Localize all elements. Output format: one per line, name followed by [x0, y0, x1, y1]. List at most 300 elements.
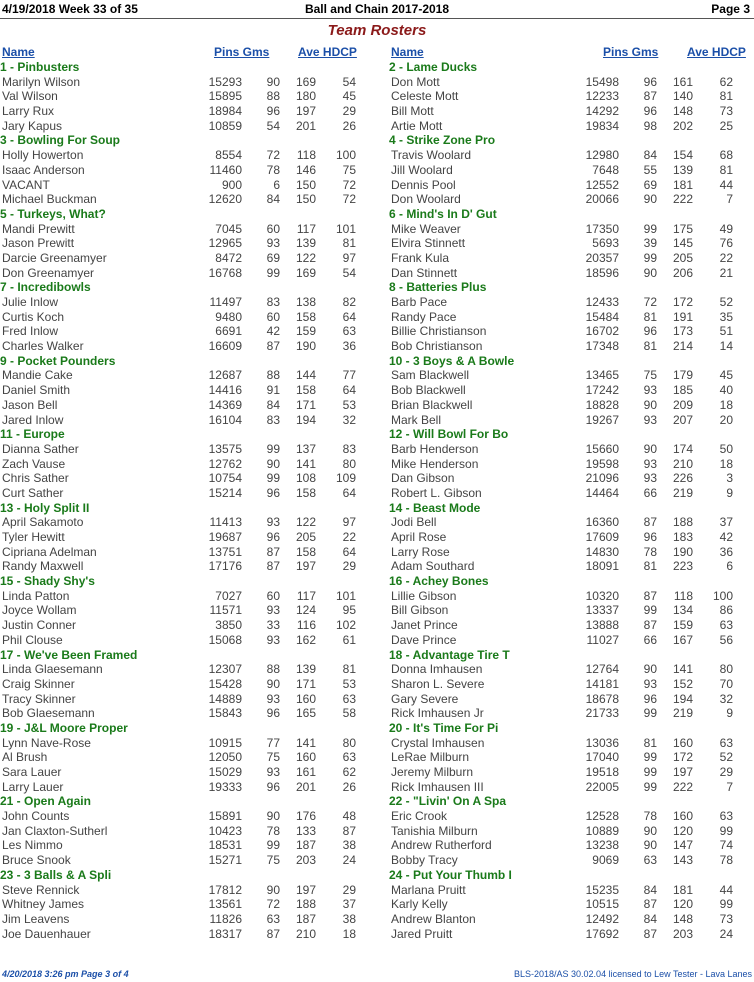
- team-block: [389, 648, 753, 721]
- player-handicap: 38: [342, 838, 356, 853]
- player-pins: 12764: [585, 662, 619, 677]
- player-name: Crystal Imhausen: [391, 735, 485, 750]
- player-average: 187: [295, 911, 316, 926]
- player-handicap: 52: [719, 295, 733, 309]
- player-games: 87: [643, 897, 657, 912]
- player-average: 205: [672, 250, 693, 265]
- player-handicap: 37: [342, 897, 356, 912]
- player-pins: 7648: [592, 162, 619, 177]
- player-games: 93: [266, 765, 280, 779]
- player-games: 91: [266, 383, 280, 398]
- player-pins: 20357: [585, 250, 619, 265]
- player-handicap: 62: [719, 74, 733, 89]
- player-average: 219: [672, 485, 693, 500]
- player-handicap: 38: [342, 911, 356, 926]
- player-handicap: 75: [342, 162, 356, 177]
- player-row: [0, 824, 376, 839]
- player-average: 161: [295, 765, 316, 779]
- player-games: 90: [643, 397, 657, 412]
- player-name: Barb Henderson: [391, 441, 479, 456]
- player-games: 87: [643, 89, 657, 104]
- header-rule: [0, 18, 754, 19]
- player-pins: 10859: [208, 118, 242, 133]
- player-average: 120: [672, 823, 693, 838]
- player-games: 90: [643, 441, 657, 456]
- player-average: 141: [295, 735, 316, 750]
- player-average: 183: [672, 530, 693, 544]
- team-name: 16 - Achey Bones: [389, 574, 489, 589]
- player-average: 120: [672, 897, 693, 912]
- player-name: Mandi Prewitt: [2, 221, 75, 236]
- player-average: 210: [295, 926, 316, 941]
- team-name: 5 - Turkeys, What?: [0, 206, 106, 221]
- player-row: [389, 324, 753, 339]
- team-name: 23 - 3 Balls & A Spli: [0, 867, 112, 882]
- player-name: Travis Woolard: [391, 148, 472, 163]
- player-games: 90: [643, 662, 657, 677]
- player-average: 143: [672, 853, 693, 868]
- player-handicap: 24: [719, 926, 733, 941]
- player-row: [0, 368, 376, 383]
- player-average: 201: [295, 779, 316, 794]
- player-pins: 17176: [208, 559, 242, 574]
- player-name: Jared Inlow: [2, 412, 64, 427]
- player-games: 99: [266, 838, 280, 853]
- player-average: 172: [672, 750, 693, 765]
- team-block: [389, 60, 753, 133]
- col-name-header: Name: [2, 45, 35, 59]
- player-pins: 19834: [585, 118, 619, 133]
- player-pins: 10320: [585, 588, 619, 603]
- player-average: 205: [295, 530, 316, 544]
- team-block: [389, 133, 753, 206]
- player-row: [389, 398, 753, 413]
- player-average: 175: [672, 221, 693, 236]
- player-row: [389, 383, 753, 398]
- player-average: 124: [295, 603, 316, 618]
- player-row: [0, 883, 376, 898]
- player-pins: 7027: [215, 588, 242, 603]
- player-name: Larry Lauer: [2, 779, 64, 794]
- player-average: 206: [672, 265, 693, 280]
- player-handicap: 22: [342, 530, 356, 544]
- player-average: 185: [672, 383, 693, 398]
- player-handicap: 48: [342, 809, 356, 824]
- player-name: Eric Crook: [391, 809, 448, 824]
- player-handicap: 49: [719, 221, 733, 236]
- player-pins: 6691: [215, 324, 242, 339]
- player-handicap: 50: [719, 441, 733, 456]
- player-average: 145: [672, 236, 693, 251]
- player-name: Karly Kelly: [391, 897, 448, 912]
- player-handicap: 54: [342, 265, 356, 280]
- player-average: 158: [295, 544, 316, 559]
- player-pins: 15029: [208, 765, 242, 779]
- player-row: [0, 853, 376, 868]
- player-games: 96: [266, 485, 280, 500]
- player-row: [0, 692, 376, 707]
- player-average: 122: [295, 250, 316, 265]
- player-row: [389, 706, 753, 721]
- player-name: Rick Imhausen Jr: [391, 706, 484, 721]
- player-pins: 15271: [208, 853, 242, 868]
- player-row: [389, 912, 753, 927]
- player-handicap: 63: [719, 735, 733, 750]
- player-pins: 10754: [208, 471, 242, 486]
- player-average: 144: [295, 368, 316, 383]
- team-name: 21 - Open Again: [0, 794, 91, 809]
- player-average: 141: [295, 456, 316, 471]
- player-row: [0, 148, 376, 163]
- player-average: 197: [295, 882, 316, 897]
- player-handicap: 51: [719, 324, 733, 339]
- player-name: Lynn Nave-Rose: [2, 735, 91, 750]
- player-games: 96: [643, 691, 657, 706]
- player-name: Bob Christianson: [391, 339, 483, 354]
- player-row: [389, 927, 753, 942]
- player-average: 118: [296, 148, 316, 163]
- player-average: 179: [672, 368, 693, 383]
- player-games: 81: [643, 735, 657, 750]
- player-row: [0, 266, 376, 281]
- player-games: 96: [266, 779, 280, 794]
- player-name: Curt Sather: [2, 485, 64, 500]
- player-games: 96: [643, 530, 657, 544]
- player-name: Robert L. Gibson: [391, 485, 482, 500]
- player-average: 190: [672, 544, 693, 559]
- player-name: Bob Glaesemann: [2, 706, 95, 721]
- player-row: [0, 413, 376, 428]
- player-pins: 12492: [585, 911, 619, 926]
- player-handicap: 56: [719, 632, 733, 647]
- player-handicap: 29: [342, 104, 356, 119]
- team-block: [389, 354, 753, 427]
- player-name: Larry Rose: [391, 544, 450, 559]
- player-pins: 15484: [585, 309, 619, 324]
- player-pins: 10515: [585, 897, 619, 912]
- player-name: Bruce Snook: [2, 853, 71, 868]
- player-row: [389, 692, 753, 707]
- team-name: 1 - Pinbusters: [0, 60, 80, 74]
- player-games: 99: [643, 250, 657, 265]
- player-pins: 22005: [585, 779, 619, 794]
- player-games: 90: [643, 823, 657, 838]
- player-pins: 12762: [208, 456, 242, 471]
- team-list-right: [389, 60, 753, 941]
- player-row: [389, 589, 753, 604]
- player-games: 55: [643, 162, 657, 177]
- player-pins: 15895: [208, 89, 242, 104]
- team-name: 19 - J&L Moore Proper: [0, 720, 128, 735]
- player-games: 72: [266, 148, 280, 163]
- player-handicap: 26: [342, 118, 356, 133]
- player-pins: 11571: [209, 603, 242, 618]
- page-number: Page 3: [711, 2, 750, 16]
- player-average: 133: [295, 823, 316, 838]
- player-average: 116: [296, 618, 316, 633]
- player-pins: 10915: [208, 735, 242, 750]
- player-average: 161: [672, 74, 693, 89]
- player-row: [0, 618, 376, 633]
- player-games: 90: [643, 192, 657, 207]
- player-handicap: 72: [342, 192, 356, 207]
- player-pins: 11497: [209, 295, 242, 309]
- player-handicap: 18: [719, 397, 733, 412]
- player-row: [389, 559, 753, 574]
- player-average: 181: [672, 882, 693, 897]
- player-row: [0, 442, 376, 457]
- player-games: 93: [266, 603, 280, 618]
- player-row: [389, 809, 753, 824]
- player-handicap: 64: [342, 485, 356, 500]
- player-name: Celeste Mott: [391, 89, 459, 104]
- player-games: 88: [266, 368, 280, 383]
- player-row: [389, 780, 753, 795]
- player-handicap: 45: [342, 89, 356, 104]
- player-handicap: 42: [719, 530, 733, 544]
- player-games: 98: [643, 118, 657, 133]
- player-games: 63: [266, 911, 280, 926]
- player-pins: 16360: [585, 515, 619, 530]
- player-pins: 15068: [208, 632, 242, 647]
- player-average: 181: [672, 177, 693, 192]
- player-row: [389, 736, 753, 751]
- player-name: Justin Conner: [2, 618, 77, 633]
- player-games: 99: [643, 706, 657, 721]
- player-row: [389, 148, 753, 163]
- team-name: 17 - We've Been Framed: [0, 647, 138, 662]
- player-handicap: 78: [719, 853, 733, 868]
- team-list-left: [0, 60, 376, 941]
- player-games: 69: [266, 250, 280, 265]
- player-row: [389, 368, 753, 383]
- player-name: Rick Imhausen III: [391, 779, 484, 794]
- player-games: 99: [266, 265, 280, 280]
- player-handicap: 72: [342, 177, 356, 192]
- player-name: Jan Claxton-Sutherl: [2, 823, 108, 838]
- team-block: [0, 794, 376, 867]
- player-name: Sara Lauer: [2, 765, 62, 779]
- player-handicap: 73: [719, 911, 733, 926]
- player-name: Randy Pace: [391, 309, 457, 324]
- player-name: Marilyn Wilson: [2, 74, 81, 89]
- player-name: Adam Southard: [391, 559, 475, 574]
- player-name: Phil Clouse: [2, 632, 63, 647]
- player-games: 78: [643, 544, 657, 559]
- player-average: 197: [295, 104, 316, 119]
- player-name: Julie Inlow: [2, 295, 59, 309]
- player-games: 75: [266, 853, 280, 868]
- player-name: Janet Prince: [391, 618, 458, 633]
- player-row: [389, 662, 753, 677]
- player-games: 93: [643, 383, 657, 398]
- player-row: [389, 266, 753, 281]
- player-games: 66: [643, 485, 657, 500]
- player-handicap: 22: [719, 250, 733, 265]
- player-handicap: 18: [719, 456, 733, 471]
- player-name: Jason Prewitt: [2, 236, 75, 251]
- player-games: 99: [643, 765, 657, 779]
- player-pins: 19687: [208, 530, 242, 544]
- team-name: 7 - Incredibowls: [0, 280, 91, 295]
- player-games: 60: [266, 588, 280, 603]
- player-name: Gary Severe: [391, 691, 459, 706]
- player-handicap: 61: [342, 632, 356, 647]
- player-games: 87: [643, 926, 657, 941]
- player-name: Sharon L. Severe: [391, 676, 485, 691]
- player-row: [389, 486, 753, 501]
- player-pins: 11413: [209, 515, 242, 530]
- player-name: Curtis Koch: [2, 309, 65, 324]
- player-games: 33: [266, 618, 280, 633]
- player-average: 172: [672, 295, 693, 309]
- player-handicap: 40: [719, 383, 733, 398]
- player-games: 77: [266, 735, 280, 750]
- team-block: [0, 133, 376, 206]
- player-handicap: 6: [726, 559, 733, 574]
- player-row: [389, 89, 753, 104]
- player-average: 167: [672, 632, 693, 647]
- player-handicap: 101: [335, 221, 356, 236]
- player-games: 83: [266, 412, 280, 427]
- player-average: 197: [672, 765, 693, 779]
- player-games: 93: [643, 412, 657, 427]
- team-name: 4 - Strike Zone Pro: [389, 133, 496, 148]
- player-average: 158: [295, 309, 316, 324]
- player-games: 88: [266, 662, 280, 677]
- player-average: 169: [295, 265, 316, 280]
- player-name: Bill Mott: [391, 104, 434, 119]
- player-name: Jared Pruitt: [391, 926, 453, 941]
- player-pins: 11826: [209, 911, 242, 926]
- player-average: 203: [672, 926, 693, 941]
- player-handicap: 36: [719, 544, 733, 559]
- player-games: 78: [266, 162, 280, 177]
- player-handicap: 63: [719, 809, 733, 824]
- player-average: 139: [295, 236, 316, 251]
- player-average: 187: [295, 838, 316, 853]
- player-row: [0, 897, 376, 912]
- player-row: [389, 104, 753, 119]
- player-handicap: 9: [726, 706, 733, 721]
- player-pins: 13238: [585, 838, 619, 853]
- team-block: [389, 868, 753, 941]
- player-games: 87: [643, 515, 657, 530]
- player-handicap: 44: [719, 882, 733, 897]
- player-name: Tanishia Milburn: [391, 823, 478, 838]
- player-average: 171: [295, 397, 316, 412]
- player-pins: 12050: [208, 750, 242, 765]
- player-pins: 10889: [585, 823, 619, 838]
- player-handicap: 109: [335, 471, 356, 486]
- player-average: 171: [295, 676, 316, 691]
- player-games: 63: [643, 853, 657, 868]
- player-handicap: 82: [342, 295, 356, 309]
- player-handicap: 80: [342, 735, 356, 750]
- player-pins: 17040: [585, 750, 619, 765]
- player-average: 176: [295, 809, 316, 824]
- player-row: [0, 750, 376, 765]
- player-average: 146: [295, 162, 316, 177]
- team-block: [0, 868, 376, 941]
- player-name: Whitney James: [2, 897, 85, 912]
- player-pins: 15843: [208, 706, 242, 721]
- player-handicap: 21: [719, 265, 733, 280]
- player-name: Jary Kapus: [2, 118, 63, 133]
- team-name: 15 - Shady Shy's: [0, 574, 95, 589]
- player-average: 159: [672, 618, 693, 633]
- col-ave-hdcp-header: Ave HDCP: [687, 45, 746, 59]
- player-games: 6: [273, 177, 280, 192]
- player-pins: 12687: [208, 368, 242, 383]
- player-average: 159: [295, 324, 316, 339]
- player-pins: 17692: [585, 926, 619, 941]
- player-name: Larry Rux: [2, 104, 55, 119]
- player-average: 202: [672, 118, 693, 133]
- col-pins-gms-header: Pins Gms: [214, 45, 270, 59]
- player-games: 39: [643, 236, 657, 251]
- player-row: [0, 310, 376, 325]
- player-pins: 16768: [208, 265, 242, 280]
- player-handicap: 83: [342, 441, 356, 456]
- player-name: Joe Dauenhauer: [2, 926, 91, 941]
- player-name: Don Mott: [391, 74, 440, 89]
- player-name: Don Woolard: [391, 192, 461, 207]
- player-name: Daniel Smith: [2, 383, 71, 398]
- team-name: 8 - Batteries Plus: [389, 280, 487, 295]
- player-games: 90: [266, 456, 280, 471]
- player-row: [389, 545, 753, 560]
- player-games: 60: [266, 221, 280, 236]
- player-row: [0, 765, 376, 780]
- player-name: Don Greenamyer: [2, 265, 95, 280]
- player-games: 84: [266, 192, 280, 207]
- player-pins: 17242: [585, 383, 619, 398]
- player-row: [0, 912, 376, 927]
- player-name: Bob Blackwell: [391, 383, 466, 398]
- player-pins: 19518: [585, 765, 619, 779]
- player-average: 226: [672, 471, 693, 486]
- player-pins: 12552: [585, 177, 619, 192]
- player-name: Isaac Anderson: [2, 162, 85, 177]
- player-name: Dan Stinnett: [391, 265, 458, 280]
- player-row: [389, 119, 753, 134]
- player-row: [389, 236, 753, 251]
- team-block: [0, 280, 376, 353]
- player-handicap: 81: [342, 662, 356, 677]
- player-handicap: 63: [342, 691, 356, 706]
- player-row: [0, 324, 376, 339]
- player-pins: 15660: [585, 441, 619, 456]
- player-row: [0, 236, 376, 251]
- player-pins: 16104: [208, 412, 242, 427]
- player-pins: 13561: [208, 897, 242, 912]
- player-games: 88: [266, 89, 280, 104]
- team-block: [0, 354, 376, 427]
- player-pins: 13575: [208, 441, 242, 456]
- player-games: 60: [266, 309, 280, 324]
- player-handicap: 14: [719, 339, 733, 354]
- player-name: Charles Walker: [2, 339, 84, 354]
- player-handicap: 32: [342, 412, 356, 427]
- player-pins: 16609: [208, 339, 242, 354]
- player-average: 160: [295, 691, 316, 706]
- player-name: April Sakamoto: [2, 515, 84, 530]
- player-games: 66: [643, 632, 657, 647]
- player-pins: 15293: [208, 74, 242, 89]
- player-name: Elvira Stinnett: [391, 236, 466, 251]
- player-average: 162: [295, 632, 316, 647]
